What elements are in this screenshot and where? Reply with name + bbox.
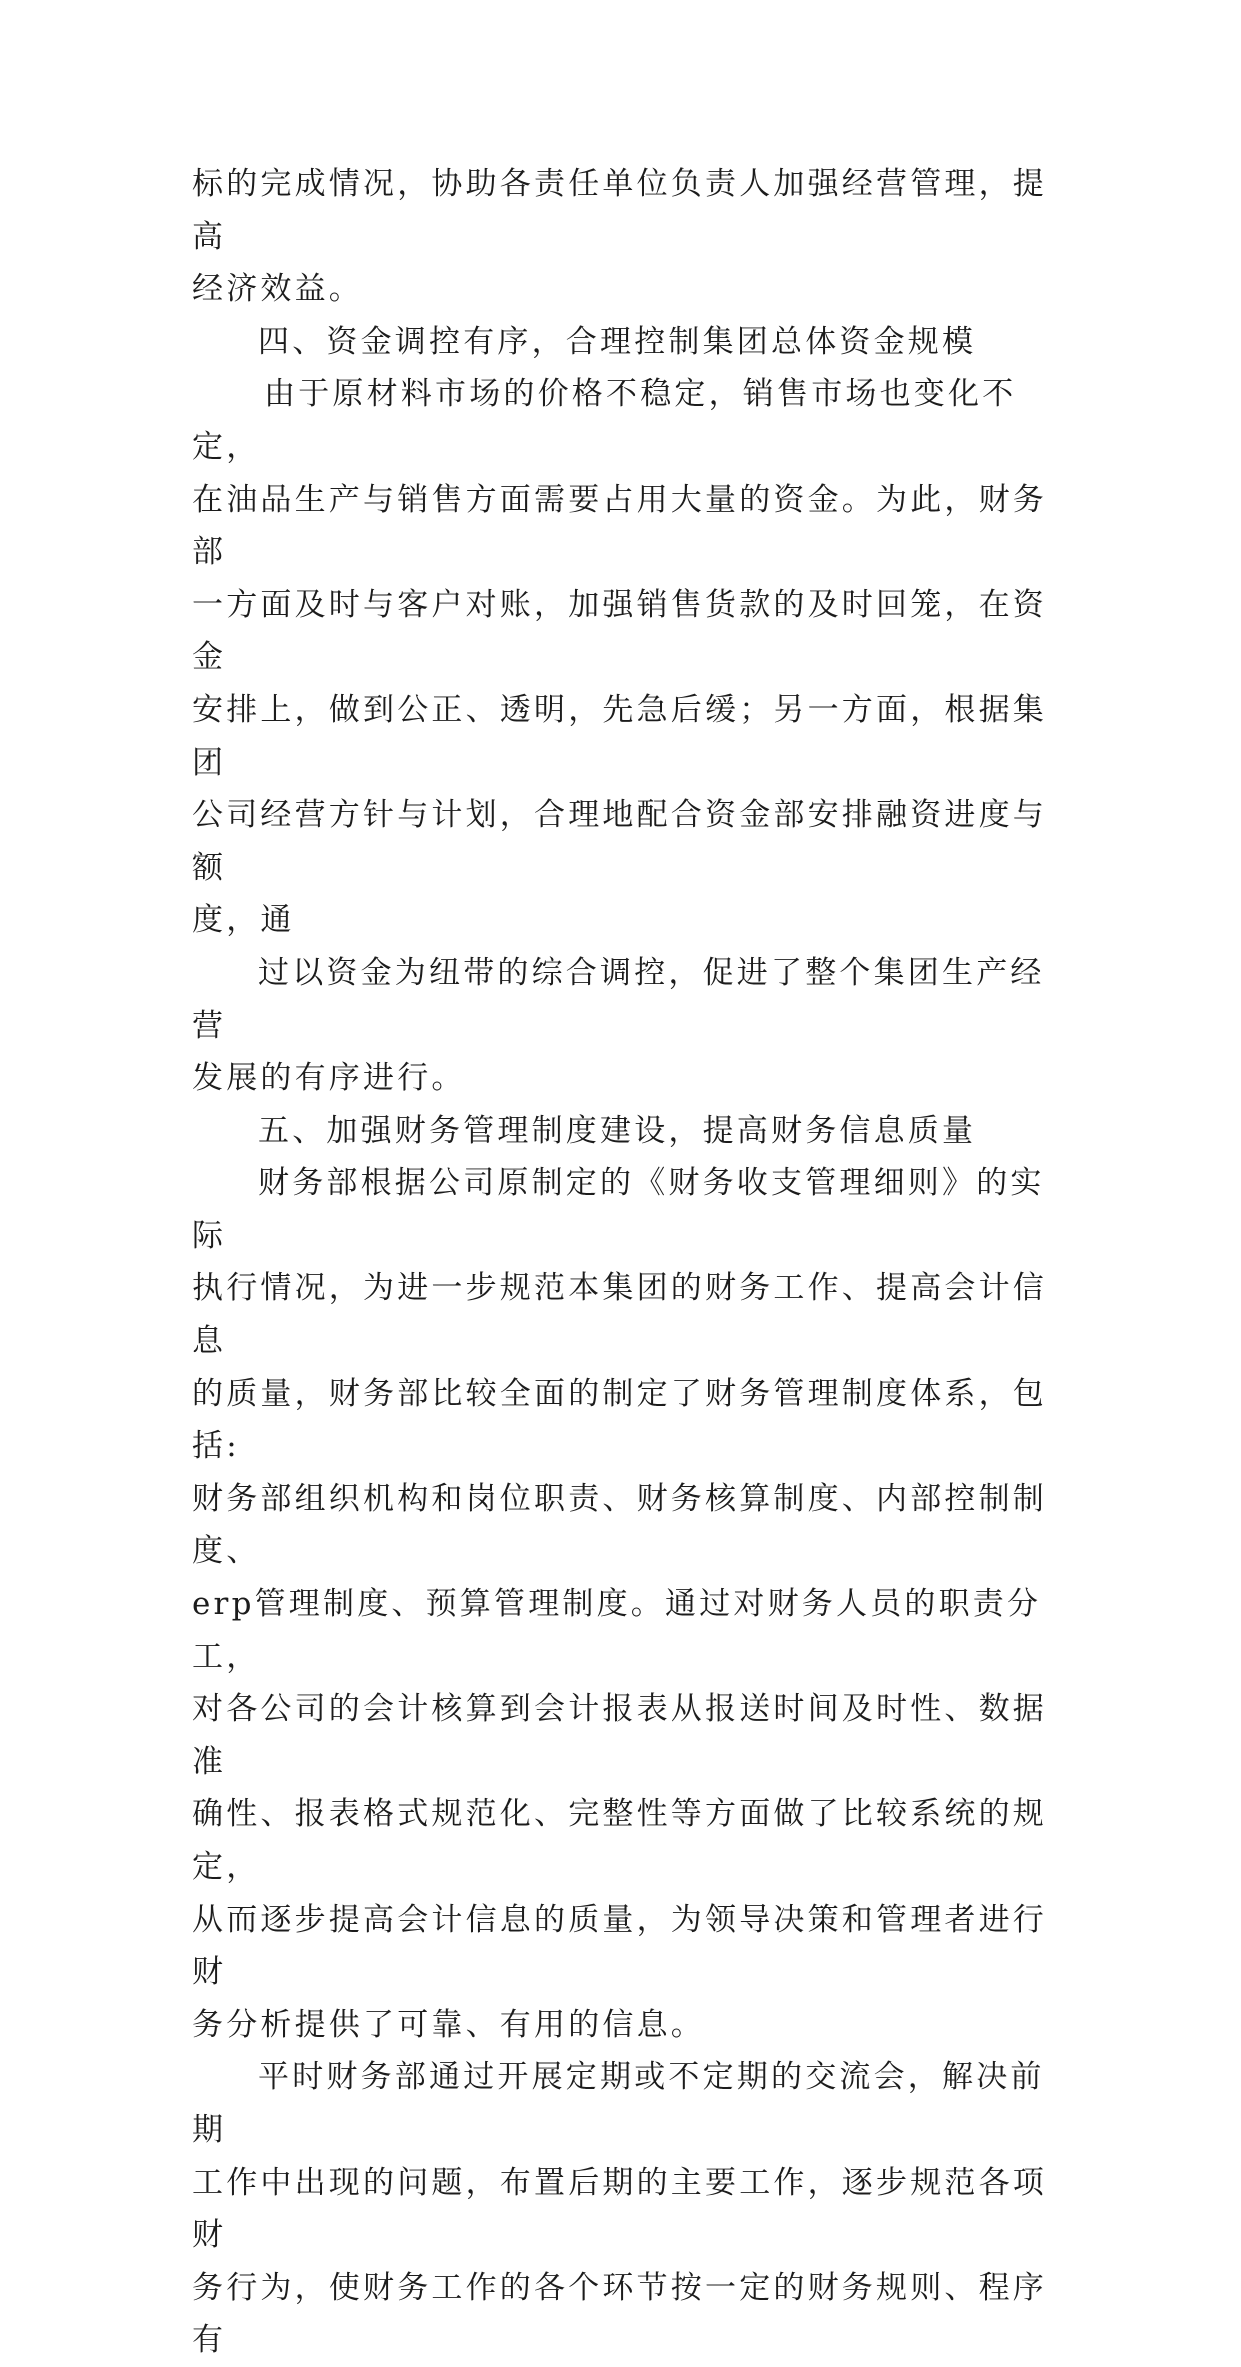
paragraph-funding-control (192, 368, 1072, 947)
text-line: 务行为，使财务工作的各个环节按一定的财务规则、程序有 (192, 2269, 1047, 2359)
text-line: 标的完成情况，协助各责任单位负责人加强经营管理，提高 (192, 166, 1047, 255)
section-heading-5 (192, 1105, 1072, 1158)
text-line: 确性、报表格式规范化、完整性等方面做了比较系统的规定， (192, 1796, 1047, 1885)
text-line: 财务部组织机构和岗位职责、财务核算制度、内部控制制度、 (192, 1480, 1047, 1570)
paragraph-management-system (192, 1157, 1072, 2051)
paragraph-funding-result (192, 947, 1072, 1105)
text-line: 在油品生产与销售方面需要占用大量的资金。为此，财务部 (192, 481, 1047, 571)
text-line: 经济效益。 (192, 271, 363, 308)
text-line: 执行情况，为进一步规范本集团的财务工作、提高会计信息 (192, 1270, 1047, 1360)
text-line: 平时财务部通过开展定期或不定期的交流会，解决前期 (192, 2059, 1045, 2148)
text-line: 工作中出现的问题，布置后期的主要工作，逐步规范各项财 (192, 2164, 1047, 2254)
heading-text: 五、加强财务管理制度建设，提高财务信息质量 (258, 1112, 977, 1149)
text-line: erp管理制度、预算管理制度。通过对财务人员的职责分工， (192, 1586, 1042, 1675)
text-line: 财务部根据公司原制定的《财务收支管理细则》的实际 (192, 1165, 1045, 1254)
text-line: 的质量，财务部比较全面的制定了财务管理制度体系，包括: (192, 1375, 1047, 1465)
text-line: 过以资金为纽带的综合调控，促进了整个集团生产经营 (192, 954, 1045, 1044)
document-body (192, 158, 1072, 2367)
text-line: 务分析提供了可靠、有用的信息。 (192, 2006, 705, 2043)
text-line: 从而逐步提高会计信息的质量，为领导决策和管理者进行财 (192, 1901, 1047, 1991)
text-line: 公司经营方针与计划，合理地配合资金部安排融资进度与额 (192, 797, 1047, 886)
text-line: 安排上，做到公正、透明，先急后缓；另一方面，根据集团 (192, 691, 1047, 781)
section-heading-4 (192, 316, 1072, 369)
text-line: 由于原材料市场的价格不稳定，销售市场也变化不定， (192, 376, 1017, 465)
paragraph-continuation (192, 158, 1072, 316)
text-line: 对各公司的会计核算到会计报表从报送时间及时性、数据准 (192, 1691, 1047, 1780)
text-line: 度，通 (192, 902, 295, 939)
text-line: 发展的有序进行。 (192, 1060, 466, 1097)
heading-text: 四、资金调控有序，合理控制集团总体资金规模 (258, 323, 977, 360)
paragraph-exchange-meetings (192, 2051, 1072, 2367)
text-line: 一方面及时与客户对账，加强销售货款的及时回笼，在资金 (192, 586, 1047, 676)
